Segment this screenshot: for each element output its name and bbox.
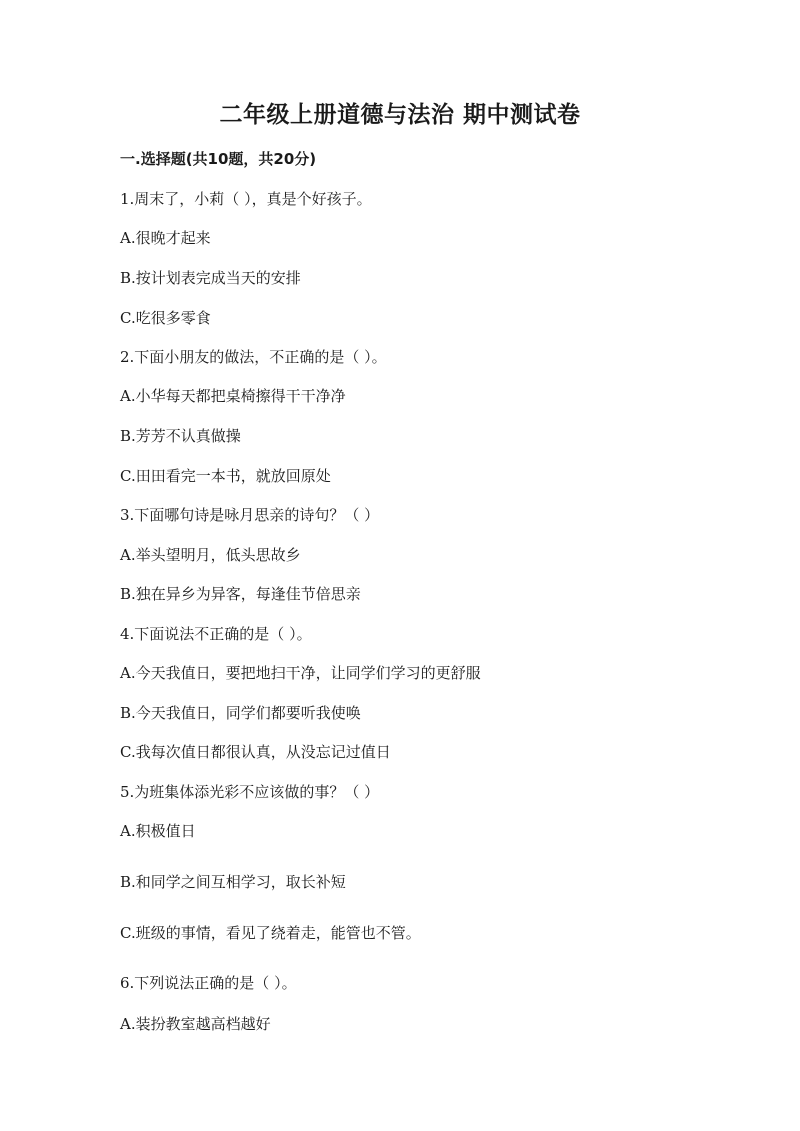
question-option: C.我每次值日都很认真，从没忘记过值日: [120, 743, 391, 761]
question-option: B.独在异乡为异客，每逢佳节倍思亲: [120, 585, 361, 603]
question-option: A.举头望明月，低头思故乡: [120, 546, 301, 564]
page-title: 二年级上册道德与法治 期中测试卷: [219, 102, 581, 128]
question-option: A.积极值日: [120, 822, 196, 840]
question-option: B.芳芳不认真做操: [120, 427, 241, 445]
question-option: B.和同学之间互相学习，取长补短: [120, 873, 346, 891]
question-option: A.很晚才起来: [120, 229, 211, 247]
question-stem: 4.下面说法不正确的是（ ）。: [120, 625, 312, 643]
question-stem: 1.周末了，小莉（ ），真是个好孩子。: [120, 190, 372, 208]
question-stem: 3.下面哪句诗是咏月思亲的诗句？（ ）: [120, 506, 380, 524]
question-option: C.田田看完一本书，就放回原处: [120, 467, 331, 485]
question-option: B.按计划表完成当天的安排: [120, 269, 301, 287]
question-option: C.班级的事情，看见了绕着走，能管也不管。: [120, 924, 421, 942]
question-stem: 5.为班集体添光彩不应该做的事？（ ）: [120, 783, 380, 801]
question-option: A.今天我值日，要把地扫干净，让同学们学习的更舒服: [120, 664, 481, 682]
question-option: A.装扮教室越高档越好: [120, 1015, 271, 1033]
question-stem: 2.下面小朋友的做法，不正确的是（ ）。: [120, 348, 387, 366]
question-option: A.小华每天都把桌椅擦得干干净净: [120, 387, 346, 405]
question-option: C.吃很多零食: [120, 309, 211, 327]
question-stem: 6.下列说法正确的是（ ）。: [120, 974, 297, 992]
question-option: B.今天我值日，同学们都要听我使唤: [120, 704, 361, 722]
section-heading: 一.选择题(共10题，共20分): [120, 150, 317, 168]
